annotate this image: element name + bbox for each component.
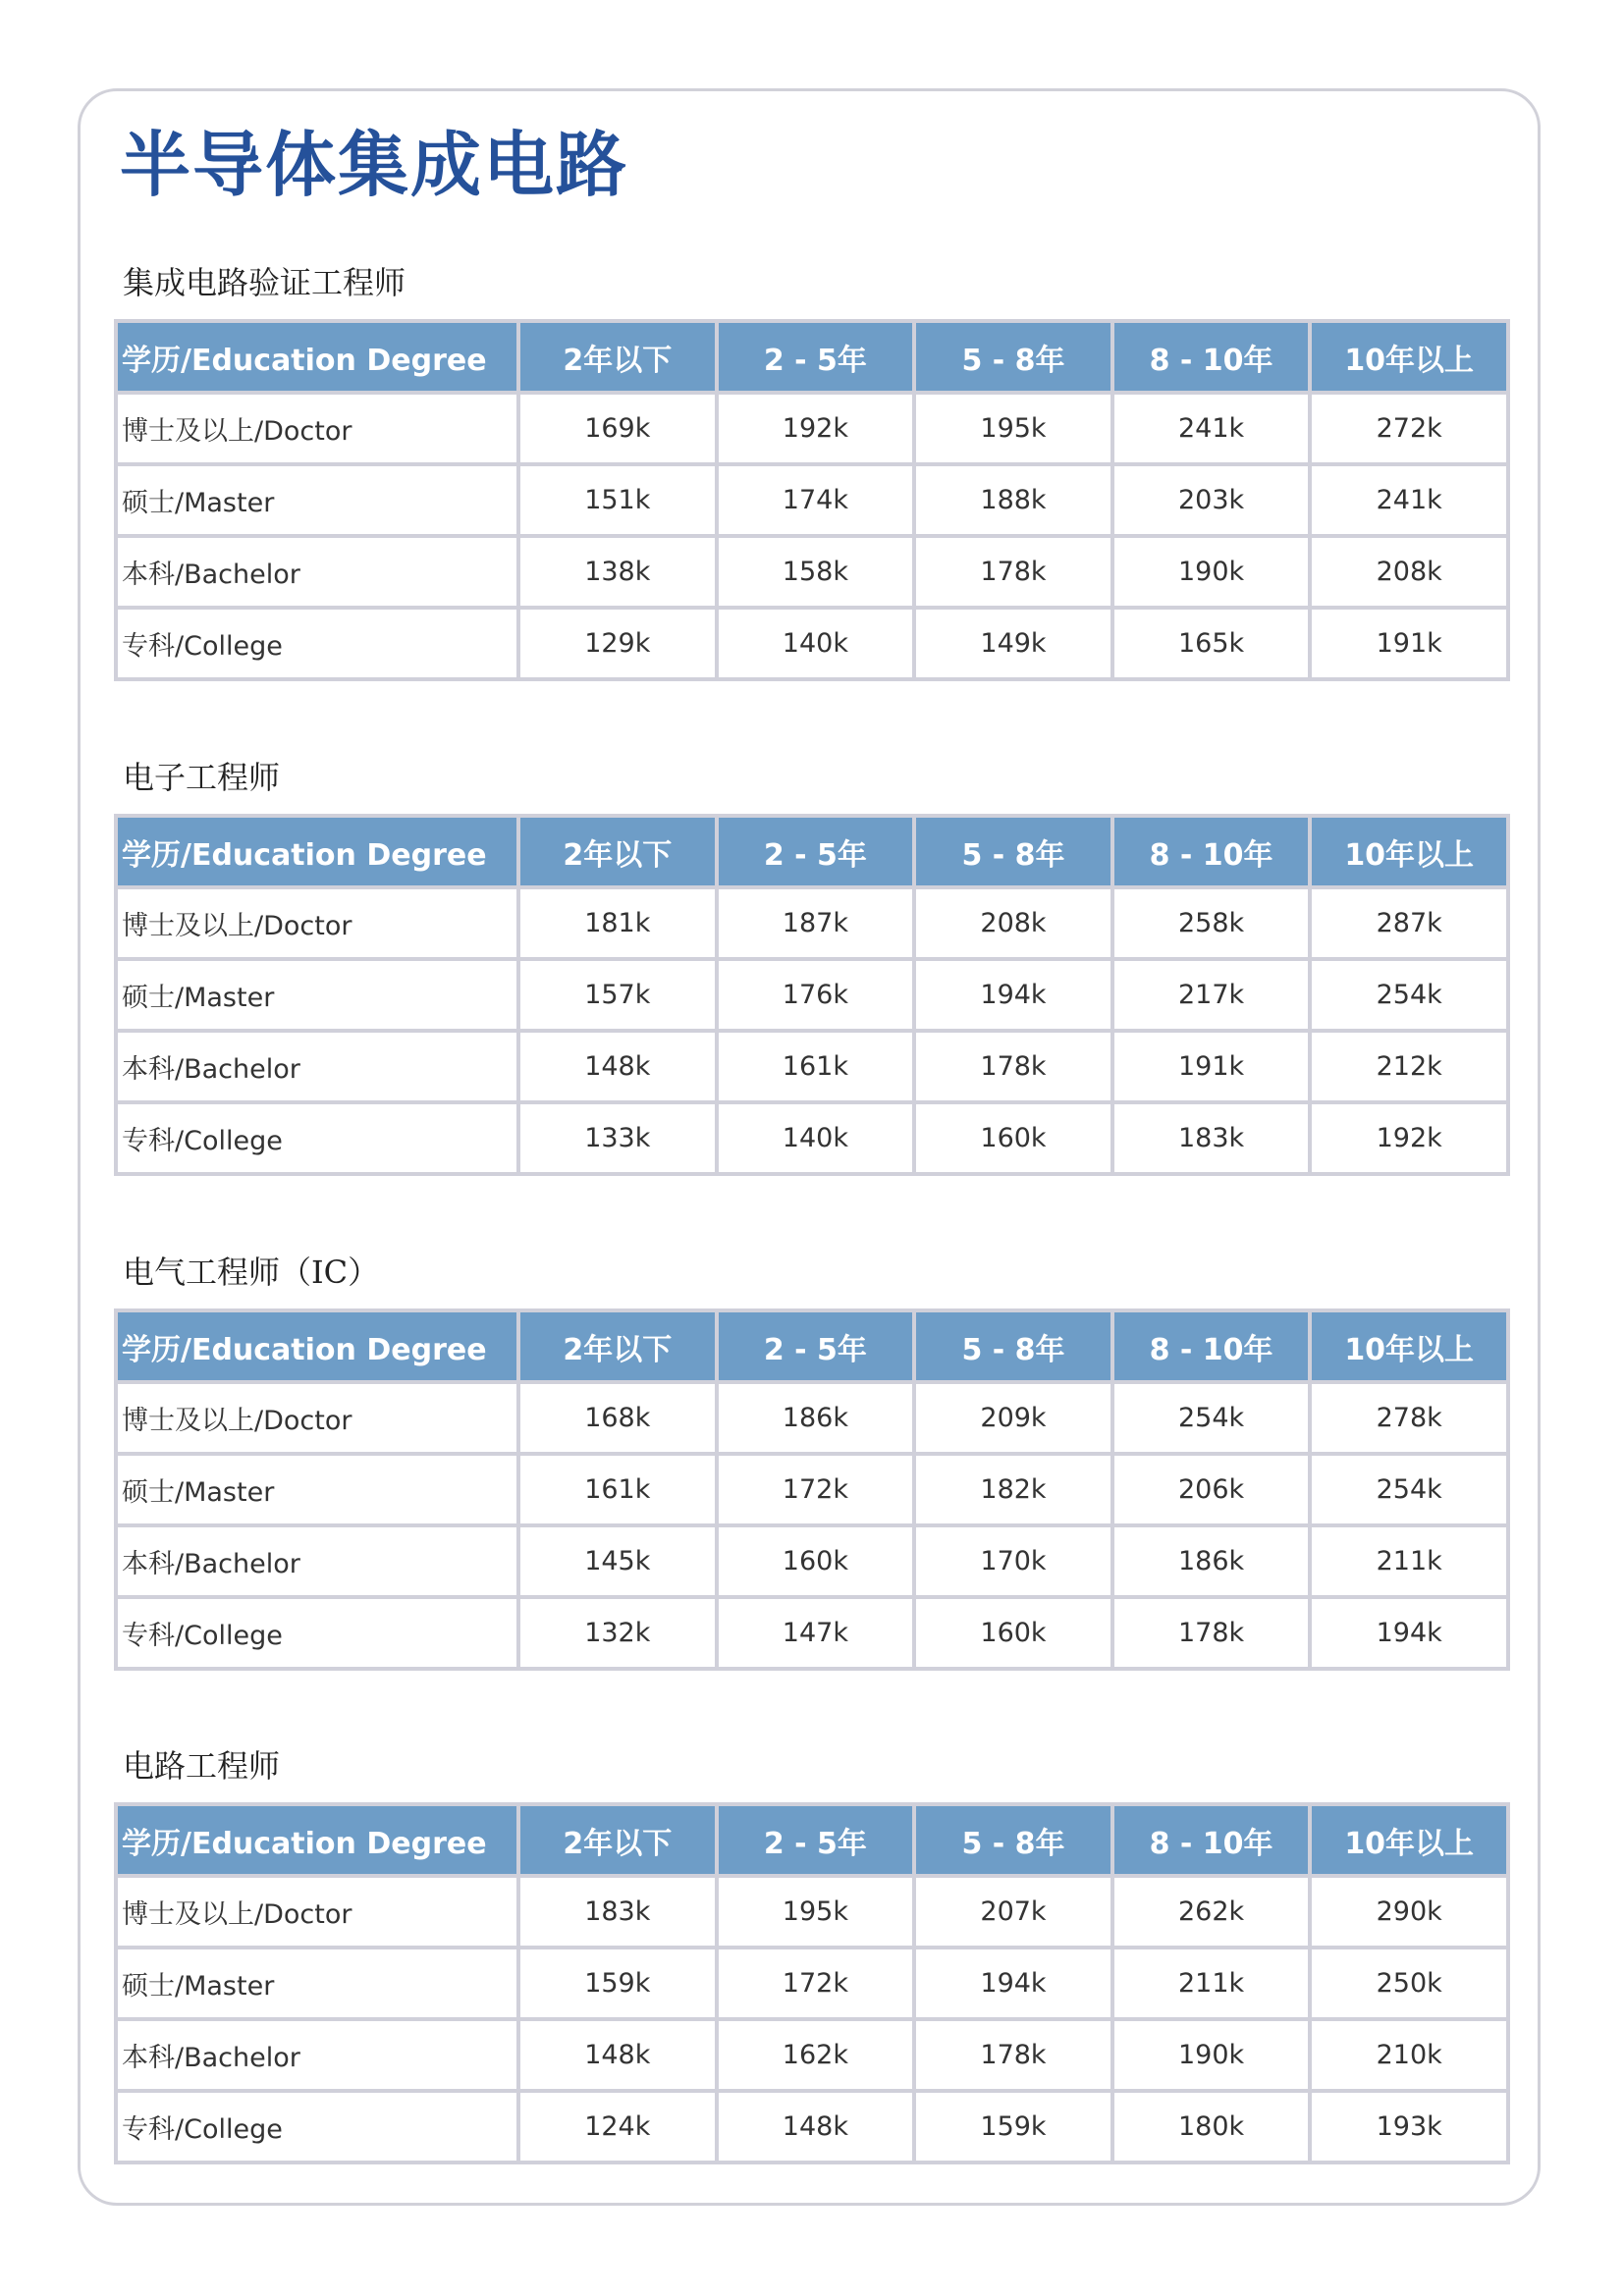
- section-title: 电路工程师: [123, 1747, 281, 1785]
- salary-cell: 241k: [1312, 466, 1506, 534]
- salary-cell: 159k: [916, 2093, 1110, 2161]
- salary-cell: 148k: [520, 1033, 715, 1100]
- degree-cell: 硕士/Master: [118, 466, 516, 534]
- salary-cell: 254k: [1312, 1456, 1506, 1523]
- table-row: [118, 1104, 1506, 1172]
- column-header-experience: 2 - 5年: [719, 1312, 913, 1380]
- table-row: [118, 395, 1506, 462]
- degree-cell: 硕士/Master: [118, 961, 516, 1029]
- salary-cell: 145k: [520, 1527, 715, 1595]
- salary-cell: 192k: [1312, 1104, 1506, 1172]
- column-header-experience: 8 - 10年: [1114, 1806, 1309, 1874]
- salary-cell: 151k: [520, 466, 715, 534]
- degree-cell: 专科/College: [118, 1599, 516, 1667]
- column-header-degree: 学历/Education Degree: [118, 323, 516, 391]
- salary-cell: 129k: [520, 610, 715, 677]
- salary-cell: 208k: [916, 889, 1110, 957]
- column-header-experience: 8 - 10年: [1114, 323, 1309, 391]
- column-header-experience: 2年以下: [520, 323, 715, 391]
- salary-cell: 160k: [916, 1599, 1110, 1667]
- table-row: [118, 610, 1506, 677]
- page-title: 半导体集成电路: [120, 124, 629, 206]
- salary-cell: 254k: [1114, 1384, 1309, 1452]
- degree-cell: 博士及以上/Doctor: [118, 889, 516, 957]
- salary-cell: 211k: [1312, 1527, 1506, 1595]
- table-row: [118, 1384, 1506, 1452]
- column-header-degree: 学历/Education Degree: [118, 1312, 516, 1380]
- salary-cell: 172k: [719, 1456, 913, 1523]
- column-header-experience: 2年以下: [520, 818, 715, 885]
- salary-cell: 191k: [1114, 1033, 1309, 1100]
- salary-cell: 133k: [520, 1104, 715, 1172]
- column-header-experience: 5 - 8年: [916, 323, 1110, 391]
- salary-table: [114, 814, 1510, 1176]
- salary-cell: 191k: [1312, 610, 1506, 677]
- salary-cell: 182k: [916, 1456, 1110, 1523]
- salary-cell: 138k: [520, 538, 715, 606]
- salary-cell: 254k: [1312, 961, 1506, 1029]
- salary-cell: 272k: [1312, 395, 1506, 462]
- degree-cell: 博士及以上/Doctor: [118, 395, 516, 462]
- column-header-experience: 8 - 10年: [1114, 1312, 1309, 1380]
- table-row: [118, 2021, 1506, 2089]
- salary-cell: 250k: [1312, 1949, 1506, 2017]
- salary-cell: 193k: [1312, 2093, 1506, 2161]
- table-row: [118, 538, 1506, 606]
- salary-section: [114, 266, 1510, 681]
- degree-cell: 本科/Bachelor: [118, 538, 516, 606]
- salary-table: [114, 1802, 1510, 2164]
- salary-cell: 140k: [719, 1104, 913, 1172]
- salary-cell: 287k: [1312, 889, 1506, 957]
- section-title: 电气工程师（IC）: [123, 1254, 380, 1291]
- degree-cell: 本科/Bachelor: [118, 1033, 516, 1100]
- salary-cell: 206k: [1114, 1456, 1309, 1523]
- salary-cell: 147k: [719, 1599, 913, 1667]
- section-title: 电子工程师: [123, 759, 281, 796]
- table-row: [118, 1527, 1506, 1595]
- table-row: [118, 1033, 1506, 1100]
- salary-cell: 212k: [1312, 1033, 1506, 1100]
- column-header-experience: 5 - 8年: [916, 1312, 1110, 1380]
- table-row: [118, 2093, 1506, 2161]
- table-row: [118, 889, 1506, 957]
- salary-cell: 192k: [719, 395, 913, 462]
- salary-cell: 241k: [1114, 395, 1309, 462]
- salary-cell: 188k: [916, 466, 1110, 534]
- table-row: [118, 1949, 1506, 2017]
- salary-cell: 176k: [719, 961, 913, 1029]
- column-header-experience: 10年以上: [1312, 818, 1506, 885]
- salary-cell: 194k: [916, 1949, 1110, 2017]
- salary-cell: 190k: [1114, 2021, 1309, 2089]
- salary-cell: 124k: [520, 2093, 715, 2161]
- salary-cell: 174k: [719, 466, 913, 534]
- column-header-experience: 8 - 10年: [1114, 818, 1309, 885]
- salary-cell: 178k: [916, 538, 1110, 606]
- column-header-experience: 10年以上: [1312, 323, 1506, 391]
- column-header-degree: 学历/Education Degree: [118, 1806, 516, 1874]
- salary-cell: 203k: [1114, 466, 1309, 534]
- salary-cell: 183k: [1114, 1104, 1309, 1172]
- column-header-degree: 学历/Education Degree: [118, 818, 516, 885]
- salary-cell: 148k: [719, 2093, 913, 2161]
- degree-cell: 硕士/Master: [118, 1456, 516, 1523]
- salary-cell: 181k: [520, 889, 715, 957]
- table-row: [118, 466, 1506, 534]
- salary-cell: 168k: [520, 1384, 715, 1452]
- table-header-row: [118, 1312, 1506, 1380]
- table-header-row: [118, 818, 1506, 885]
- degree-cell: 专科/College: [118, 1104, 516, 1172]
- salary-section: [114, 1255, 1510, 1671]
- column-header-experience: 10年以上: [1312, 1312, 1506, 1380]
- table-header-row: [118, 323, 1506, 391]
- salary-cell: 158k: [719, 538, 913, 606]
- salary-cell: 210k: [1312, 2021, 1506, 2089]
- salary-cell: 195k: [916, 395, 1110, 462]
- salary-cell: 207k: [916, 1878, 1110, 1946]
- column-header-experience: 2 - 5年: [719, 818, 913, 885]
- degree-cell: 本科/Bachelor: [118, 2021, 516, 2089]
- salary-cell: 170k: [916, 1527, 1110, 1595]
- column-header-experience: 2 - 5年: [719, 323, 913, 391]
- salary-cell: 140k: [719, 610, 913, 677]
- salary-cell: 187k: [719, 889, 913, 957]
- table-row: [118, 961, 1506, 1029]
- salary-cell: 161k: [520, 1456, 715, 1523]
- salary-cell: 157k: [520, 961, 715, 1029]
- column-header-experience: 2年以下: [520, 1312, 715, 1380]
- table-row: [118, 1599, 1506, 1667]
- degree-cell: 本科/Bachelor: [118, 1527, 516, 1595]
- column-header-experience: 2年以下: [520, 1806, 715, 1874]
- salary-table: [114, 1308, 1510, 1671]
- salary-cell: 178k: [916, 1033, 1110, 1100]
- salary-cell: 186k: [1114, 1527, 1309, 1595]
- salary-section: [114, 761, 1510, 1176]
- column-header-experience: 2 - 5年: [719, 1806, 913, 1874]
- degree-cell: 硕士/Master: [118, 1949, 516, 2017]
- degree-cell: 博士及以上/Doctor: [118, 1384, 516, 1452]
- salary-cell: 194k: [1312, 1599, 1506, 1667]
- salary-cell: 262k: [1114, 1878, 1309, 1946]
- table-row: [118, 1878, 1506, 1946]
- salary-cell: 149k: [916, 610, 1110, 677]
- salary-cell: 148k: [520, 2021, 715, 2089]
- degree-cell: 专科/College: [118, 610, 516, 677]
- salary-table: [114, 319, 1510, 681]
- salary-cell: 160k: [916, 1104, 1110, 1172]
- salary-cell: 178k: [1114, 1599, 1309, 1667]
- degree-cell: 博士及以上/Doctor: [118, 1878, 516, 1946]
- salary-cell: 290k: [1312, 1878, 1506, 1946]
- salary-cell: 160k: [719, 1527, 913, 1595]
- table-header-row: [118, 1806, 1506, 1874]
- degree-cell: 专科/College: [118, 2093, 516, 2161]
- salary-cell: 161k: [719, 1033, 913, 1100]
- salary-cell: 162k: [719, 2021, 913, 2089]
- column-header-experience: 5 - 8年: [916, 818, 1110, 885]
- table-row: [118, 1456, 1506, 1523]
- column-header-experience: 10年以上: [1312, 1806, 1506, 1874]
- column-header-experience: 5 - 8年: [916, 1806, 1110, 1874]
- salary-cell: 169k: [520, 395, 715, 462]
- salary-cell: 178k: [916, 2021, 1110, 2089]
- salary-cell: 278k: [1312, 1384, 1506, 1452]
- salary-cell: 258k: [1114, 889, 1309, 957]
- salary-cell: 186k: [719, 1384, 913, 1452]
- salary-cell: 180k: [1114, 2093, 1309, 2161]
- salary-cell: 190k: [1114, 538, 1309, 606]
- salary-section: [114, 1749, 1510, 2164]
- salary-cell: 209k: [916, 1384, 1110, 1452]
- salary-cell: 211k: [1114, 1949, 1309, 2017]
- section-title: 集成电路验证工程师: [123, 264, 406, 301]
- salary-cell: 159k: [520, 1949, 715, 2017]
- salary-cell: 132k: [520, 1599, 715, 1667]
- salary-cell: 165k: [1114, 610, 1309, 677]
- salary-cell: 172k: [719, 1949, 913, 2017]
- salary-cell: 194k: [916, 961, 1110, 1029]
- salary-cell: 217k: [1114, 961, 1309, 1029]
- salary-cell: 208k: [1312, 538, 1506, 606]
- salary-cell: 183k: [520, 1878, 715, 1946]
- salary-cell: 195k: [719, 1878, 913, 1946]
